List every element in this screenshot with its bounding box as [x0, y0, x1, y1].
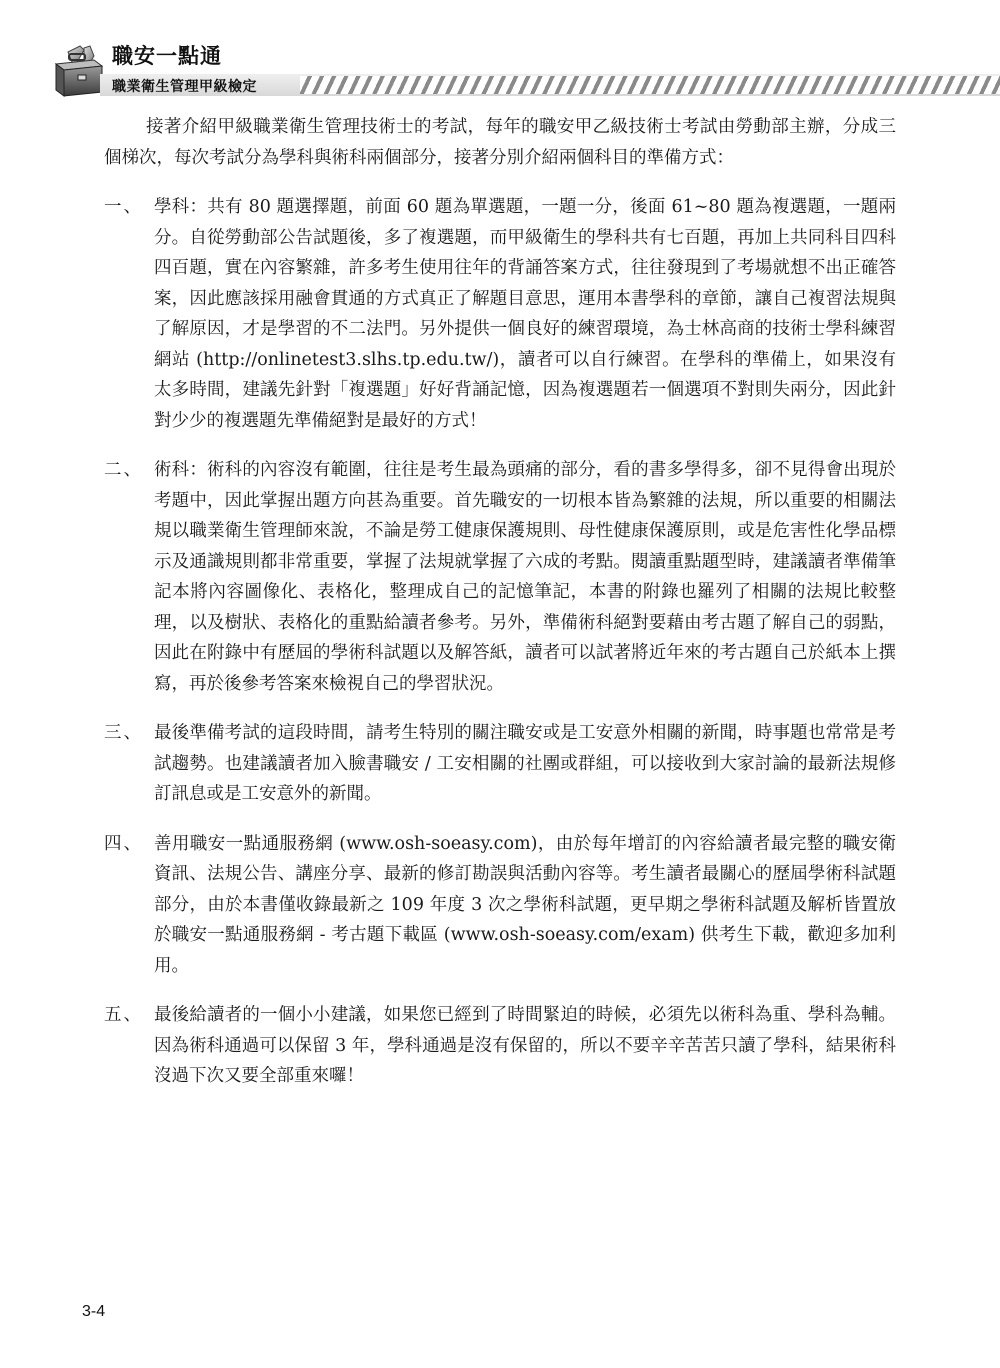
intro-paragraph: 接著介紹甲級職業衛生管理技術士的考試，每年的職安甲乙級技術士考試由勞動部主辦，分成三個梯次，每次考試分為學科與術科兩個部分，接著分別介紹兩個科目的準備方式： [104, 117, 896, 168]
numbered-list [104, 192, 896, 1092]
list-item-text: 學科：共有 80 題選擇題，前面 60 題為單選題，一題一分，後面 61~80 題為複選題，一題兩分。自從勞動部公告試題後，多了複選題，而甲級衛生的學科共有七百題，再加上共同科目四科四百題，實在內容繁雜，許多考生使用往年的背誦答案方式，往往發現到了考場就想不出正確答案，因此應該採用融會貫通的方式真正了解題目意思，運用本書學科的章節，讓自己複習法規與了解原因，才是學習的不二法門。另外提供一個良好的練習環境，為士林高商的技術士學科練習網站 (http://onlinetest3.slhs.tp.edu.tw/)，讀者可以自行練習。在學科的準備上，如果沒有太多時間，建議先針對「複選題」好好背誦記憶，因為複選題若一個選項不對則失兩分，因此針對少少的複選題先準備絕對是最好的方式！ [154, 197, 896, 431]
list-item-text: 最後準備考試的這段時間，請考生特別的關注職安或是工安意外相關的新聞，時事題也常常是考試趨勢。也建議讀者加入臉書職安 / 工安相關的社團或群組，可以接收到大家討論的最新法規修訂訊息或是工安意外的新聞。 [154, 723, 896, 804]
list-item-number: 一、 [104, 197, 143, 217]
brand-title: 職安一點通 [112, 44, 222, 68]
list-item [104, 1000, 896, 1092]
list-item [104, 829, 896, 982]
list-item-number: 三、 [104, 723, 143, 743]
list-item-number: 二、 [104, 460, 143, 480]
list-item [104, 718, 896, 810]
list-item-number: 五、 [104, 1005, 143, 1025]
list-item-text: 術科：術科的內容沒有範圍，往往是考生最為頭痛的部分，看的書多學得多，卻不見得會出現於考題中，因此掌握出題方向甚為重要。首先職安的一切根本皆為繁雜的法規，所以重要的相關法規以職業衛生管理師來說，不論是勞工健康保護規則、母性健康保護原則，或是危害性化學品標示及通識規則都非常重要，掌握了法規就掌握了六成的考點。閱讀重點題型時，建議讀者準備筆記本將內容圖像化、表格化，整理成自己的記憶筆記，本書的附錄也羅列了相關的法規比較整理，以及樹狀、表格化的重點給讀者參考。另外，準備術科絕對要藉由考古題了解自己的弱點，因此在附錄中有歷屆的學術科試題以及解答紙，讀者可以試著將近年來的考古題自己於紙本上撰寫，再於後參考答案來檢視自己的學習狀況。 [154, 460, 896, 694]
page-header [0, 0, 1000, 110]
list-item-text: 最後給讀者的一個小小建議，如果您已經到了時間緊迫的時候，必須先以術科為重、學科為輔。因為術科通過可以保留 3 年，學科通過是沒有保留的，所以不要辛辛苦苦只讀了學科，結果術科沒過下次又要全部重來囉！ [154, 1005, 896, 1086]
header-subtitle: 職業衛生管理甲級檢定 [112, 79, 257, 95]
list-item [104, 455, 896, 699]
list-item [104, 192, 896, 436]
header-stripes [300, 76, 1000, 94]
list-item-text: 善用職安一點通服務網 (www.osh-soeasy.com)，由於每年增訂的內容給讀者最完整的職安衛資訊、法規公告、講座分享、最新的修訂勘誤與活動內容等。考生讀者最關心的歷屆學術科試題部分，由於本書僅收錄最新之 109 年度 3 次之學術科試題，更早期之學術科試題及解析皆置放於職安一點通服務網 - 考古題下載區 (www.osh-soeasy.com/exam) 供考生下載，歡迎多加利用。 [154, 833, 896, 976]
page-content [104, 112, 896, 1111]
page-number: 3-4 [82, 1303, 106, 1320]
list-item-number: 四、 [104, 833, 143, 854]
